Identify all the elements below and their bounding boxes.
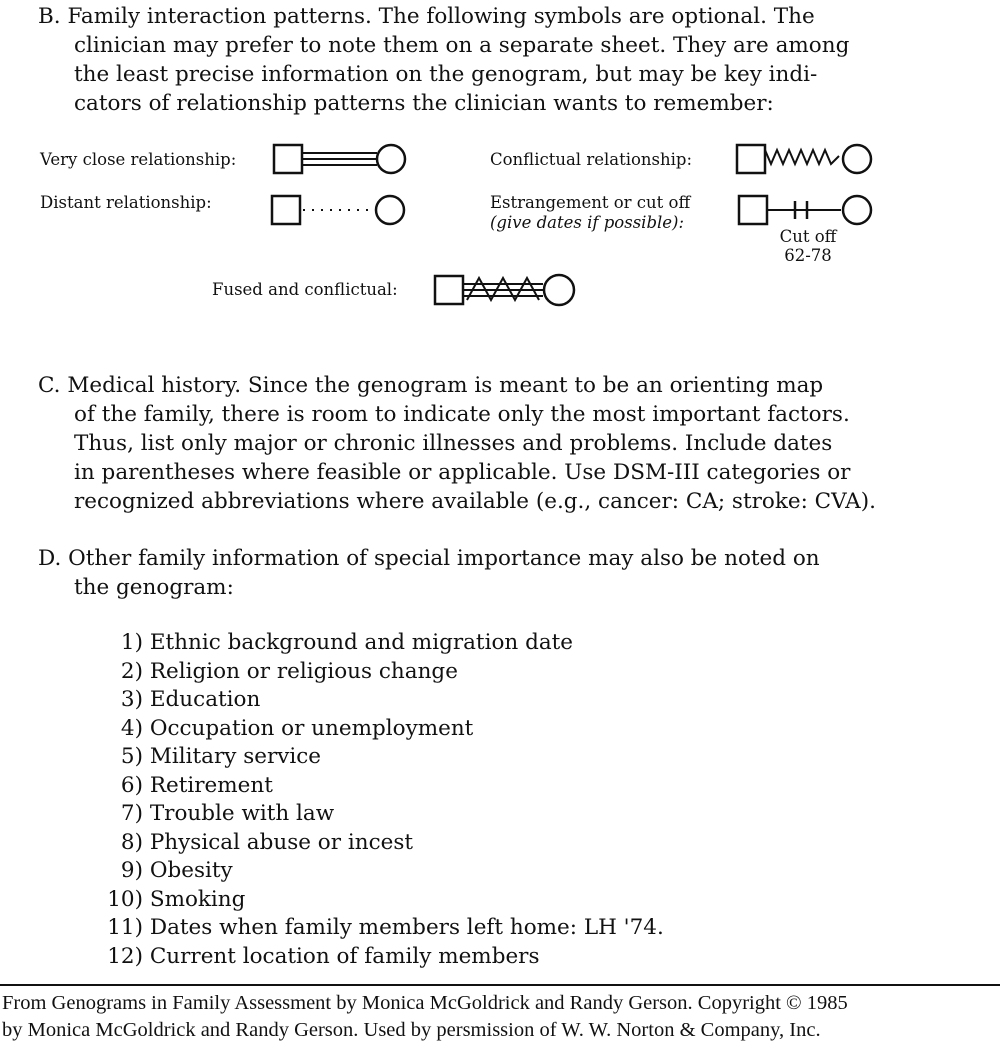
list-item-number: 8): [120, 829, 143, 855]
list-item-number: 10): [107, 886, 143, 912]
section-b-line: cators of relationship patterns the clinician wants to remember:: [74, 91, 774, 116]
section-b-line: B. Family interaction patterns. The following symbols are optional. The: [38, 4, 815, 29]
list-item: [103, 743, 664, 772]
list-item-number: 3): [120, 687, 143, 712]
list-item: [103, 829, 664, 858]
very-close-symbol: [272, 142, 422, 178]
credit-line: by Monica McGoldrick and Randy Gerson. Used by persmission of W. W. Norton & Company, Inc.: [2, 1019, 821, 1041]
list-item-text: Occupation or unemployment: [149, 715, 474, 741]
section-b-paragraph: [38, 2, 988, 118]
section-c-line: in parentheses where feasible or applicable. Use DSM-III categories or: [74, 460, 851, 485]
list-item-number: 9): [120, 858, 143, 883]
section-d-paragraph: [38, 544, 988, 602]
credit-line: From Genograms in Family Assessment by Monica McGoldrick and Randy Gerson. Copyright © 1985: [2, 992, 848, 1014]
section-c-line: of the family, there is room to indicate only the most important factors.: [74, 402, 850, 427]
section-c-line: recognized abbreviations where available (e.g., cancer: CA; stroke: CVA).: [74, 489, 876, 514]
list-item-number: 1): [120, 630, 143, 655]
list-item-text: Smoking: [149, 886, 246, 912]
fused-conflictual-symbol: [433, 272, 583, 310]
list-item-text: Dates when family members left home: LH '74.: [149, 915, 664, 940]
cut-off-dates: 62-78: [784, 246, 832, 265]
list-item-number: 2): [120, 658, 143, 684]
list-item-text: Obesity: [149, 858, 233, 883]
fused-conflictual-label: Fused and conflictual:: [212, 280, 398, 299]
list-item-text: Education: [149, 687, 261, 712]
list-item: [103, 943, 664, 972]
section-d-line: D. Other family information of special importance may also be noted on: [38, 546, 820, 571]
list-item: [103, 857, 664, 886]
list-item-number: 5): [120, 744, 143, 769]
conflictual-label: Conflictual relationship:: [490, 150, 693, 169]
source-credit: [2, 990, 998, 1044]
section-c-paragraph: [38, 371, 988, 516]
distant-label: Distant relationship:: [40, 193, 212, 212]
list-item-number: 11): [107, 915, 143, 940]
list-item: [103, 914, 664, 943]
section-b-line: clinician may prefer to note them on a separate sheet. They are among: [74, 33, 850, 58]
estrangement-label-line1: Estrangement or cut off: [490, 193, 691, 212]
list-item: [103, 772, 664, 801]
list-item: [103, 886, 664, 915]
list-item-number: 7): [120, 801, 143, 826]
section-d-list: [103, 629, 664, 971]
list-item: [103, 715, 664, 744]
list-item-text: Retirement: [149, 772, 273, 798]
list-item: [103, 658, 664, 687]
section-d-line: the genogram:: [74, 575, 234, 600]
distant-symbol: [270, 192, 420, 230]
cut-off-symbol: [737, 192, 887, 230]
list-item: [103, 629, 664, 658]
section-b-line: the least precise information on the genogram, but may be key indi-: [74, 62, 818, 87]
conflictual-symbol: [735, 142, 885, 178]
estrangement-label-line2: (give dates if possible):: [490, 213, 685, 232]
list-item-number: 12): [107, 943, 143, 969]
list-item-text: Military service: [149, 744, 322, 769]
list-item-text: Current location of family members: [149, 943, 540, 969]
very-close-label: Very close relationship:: [40, 150, 237, 169]
list-item-number: 6): [120, 772, 143, 798]
list-item-text: Religion or religious change: [149, 658, 458, 684]
list-item-number: 4): [120, 715, 143, 741]
footer-divider: [0, 984, 1000, 986]
section-c-line: C. Medical history. Since the genogram is meant to be an orienting map: [38, 373, 824, 398]
list-item: [103, 800, 664, 829]
list-item: [103, 686, 664, 715]
list-item-text: Physical abuse or incest: [149, 829, 414, 855]
list-item-text: Trouble with law: [149, 801, 335, 826]
section-c-line: Thus, list only major or chronic illnesses and problems. Include dates: [74, 431, 833, 456]
list-item-text: Ethnic background and migration date: [149, 630, 574, 655]
cut-off-label: Cut off: [779, 227, 837, 246]
